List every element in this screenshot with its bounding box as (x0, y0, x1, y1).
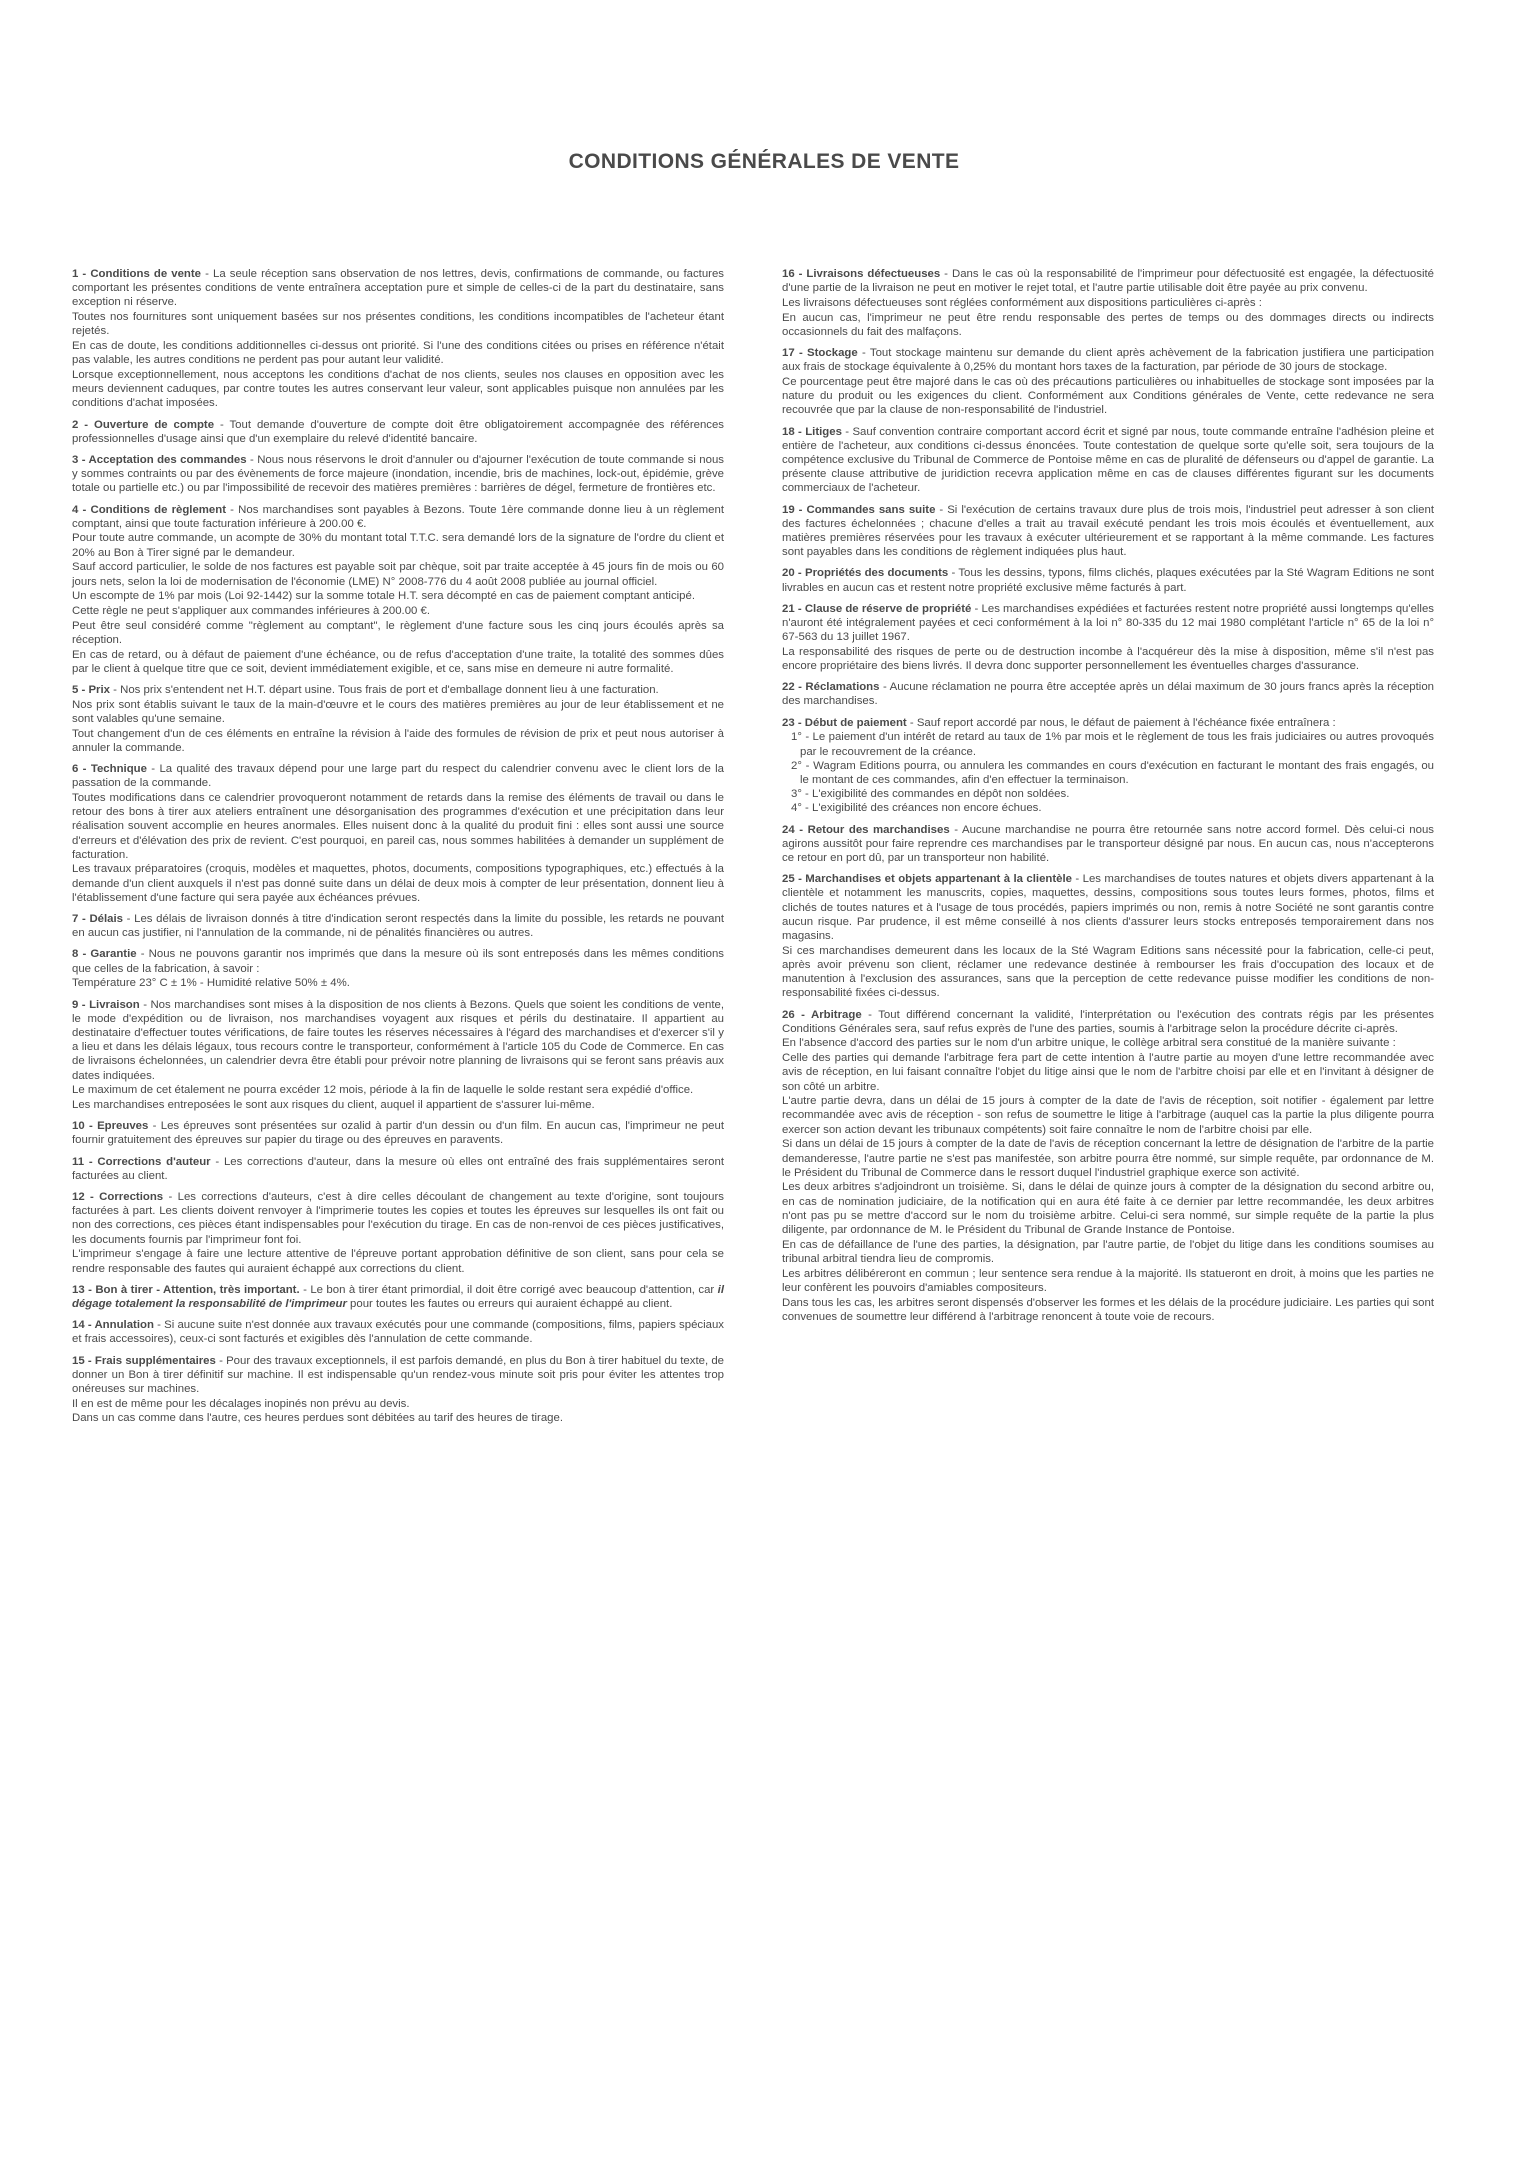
clause-text: Un escompte de 1% par mois (Loi 92-1442) sur la somme totale H.T. sera décompté en cas de paiement comptant anticipé. (72, 590, 696, 603)
clause-paragraph (782, 503, 1434, 560)
clause-paragraph (782, 716, 1434, 730)
clause-paragraph (782, 680, 1434, 708)
clause-text: - Pour des travaux exceptionnels, il est parfois demandé, en plus du Bon à tirer habituel du texte, de donner un Bon à tirer définitif sur machine. Il est indispensable qu'un rendez-vous minute soit pris pour éviter les attentes trop onéreuses sur machines. (72, 1354, 724, 1395)
clause-text: - Aucune marchandise ne pourra être retournée sans notre accord formel. Dès celui-ci nous agirons aussitôt pour faire reprendre ces marchandises par le transporteur désigné par nous. En aucun cas, nous n'accepterons ce retour en port dû, par un transporteur non habilité. (782, 823, 1434, 865)
clause-continuation (72, 1098, 724, 1112)
clause-heading: 12 - Corrections (72, 1190, 164, 1203)
clause-text: Dans tous les cas, les arbitres seront dispensés d'observer les formes et les délais de la procédure judiciaire. Les parties qui sont convenues de soumettre leur différend à l'arbitrage renoncent à toute voie de recours. (782, 1296, 1434, 1323)
clause-paragraph (72, 762, 724, 790)
clause-text: - Les épreuves sont présentées sur ozalid à partir d'un dessin ou d'un film. En aucun cas, l'imprimeur ne peut fournir gratuitement des épreuves sur papier du tirage ou des épreuves en paravents. (72, 1120, 725, 1147)
clause-text: - Tout demande d'ouverture de compte doit être obligatoirement accompagnée des références professionnelles d'usage ainsi que d'un exemplaire du relevé d'identité bancaire. (72, 418, 725, 445)
clause-paragraph (782, 267, 1434, 295)
right-column (782, 260, 1434, 1325)
clause-paragraph (72, 1318, 724, 1346)
clause-text: - Les corrections d'auteur, dans la mesure où elles ont entraîné des frais supplémentaires seront facturées au client. (72, 1155, 725, 1182)
clause-heading: 6 - Technique (72, 763, 147, 775)
clause-text: Ce pourcentage peut être majoré dans le cas où des précautions particulières ou inhabituelles de stockage sont imposées par la nature du produit ou les exigences du client. Conformément aux Conditions générales de Vente, cette redevance ne sera recouvrée que par la clause de non-responsabilité de l'industriel. (782, 375, 1434, 417)
clause-text: - Si l'exécution de certains travaux dure plus de trois mois, l'industriel peut adresser à son client des factures échelonnées ; chacune d'elles a trait au travail exécuté pendant les trois mois écoulés et éventuellement, aux matières premières réservées pour les travaux à exécuter ultérieurement et se rapportant à la même commande. Les factures sont payables dans les conditions de règlement indiquées plus haut. (782, 503, 1434, 559)
clause-text: Les marchandises entreposées le sont aux risques du client, auquel il appartient de s'assurer lui-même. (72, 1098, 595, 1111)
clause-paragraph (782, 823, 1434, 866)
clause-heading: 8 - Garantie (72, 948, 137, 961)
clause-continuation (72, 560, 724, 588)
clause-text: - Tous les dessins, typons, films clichés, plaques exécutées par la Sté Wagram Editions ne sont livrables en aucun cas et restent notre propriété exclusive même facturés à part. (782, 567, 1434, 594)
clause-text: - Nos marchandises sont payables à Bezons. Toute 1ère commande donne lieu à un règlement comptant, ainsi que toute facturation inférieure à 200.00 €. (72, 503, 724, 530)
clause-text: - La seule réception sans observation de nos lettres, devis, confirmations de commande, ou factures comportant les présentes conditions de vente entraînera acceptation pure et simple de celles-ci de la part du destinataire, sans exception ni réserve. (72, 268, 724, 309)
clause-continuation (72, 862, 724, 905)
clause-paragraph (782, 602, 1434, 645)
clause-heading: 4 - Conditions de règlement (72, 503, 227, 516)
clause-paragraph (72, 1155, 724, 1183)
clause-heading: 25 - Marchandises et objets appartenant à la clientèle (782, 873, 1073, 886)
clause-emphasis: il dégage totalement la responsabilité de l'imprimeur (72, 1283, 724, 1310)
clause-sub-item: 4° - L'exigibilité des créances non encore échues. (791, 802, 1042, 815)
clause-text: - Sauf report accordé par nous, le défaut de paiement à l'échéance fixée entraînera : (906, 716, 1336, 729)
clause-text: En cas de défaillance de l'une des parties, la désignation, par l'autre partie, de l'objet du litige dans les conditions soumises au tribunal arbitral tiendra lieu de compromis. (782, 1238, 1434, 1265)
clause-text: Dans un cas comme dans l'autre, ces heures perdues sont débitées au tarif des heures de tirage. (72, 1412, 563, 1425)
clause-continuation (72, 1411, 724, 1425)
clause-continuation (72, 604, 724, 618)
clause-text: Il en est de même pour les décalages inopinés non prévu au devis. (72, 1397, 410, 1410)
clause-heading: 5 - Prix (72, 683, 110, 696)
clause-paragraph (72, 1283, 724, 1311)
clause-text-after: pour toutes les fautes ou erreurs qui auraient échappé au client. (346, 1297, 673, 1310)
clause-text: Température 23° C ± 1% - Humidité relative 50% ± 4%. (72, 977, 350, 990)
clause-paragraph (72, 267, 724, 310)
clause-continuation (72, 976, 724, 990)
clause-text: - Les marchandises expédiées et facturées restent notre propriété aussi longtemps qu'elles n'auront été intégralement payées et ceci conformément à la loi n° 80-335 du 12 mai 1980 complétant l'article n° 65 de la loi n° 67-563 du 13 juillet 1967. (782, 602, 1434, 644)
clause-text: En aucun cas, l'imprimeur ne peut être rendu responsable des pertes de temps ou des dommages directs ou indirects occasionnels du fait des malfaçons. (782, 311, 1434, 338)
page-title: CONDITIONS GÉNÉRALES DE VENTE (568, 150, 960, 173)
clause-continuation (72, 368, 724, 411)
clause-text: - Si aucune suite n'est donnée aux travaux exécutés pour une commande (compositions, films, papiers spéciaux et frais accessoires), ceux-ci sont facturés et exigibles dès l'annulation de cette commande. (72, 1319, 725, 1346)
clause-text: Lorsque exceptionnellement, nous acceptons les conditions d'achat de nos clients, seules nos clauses en opposition avec les meurs deviennent caduques, par contre toutes les autres conservant leur valeur, sont applicables puisque non annulées par les conditions d'achat imposées. (72, 368, 724, 410)
clause-continuation (72, 339, 724, 367)
clause-text: - Nos prix s'entendent net H.T. départ usine. Tous frais de port et d'emballage donnent lieu à une facturation. (110, 683, 659, 696)
clause-heading: 3 - Acceptation des commandes (72, 453, 247, 466)
clause-continuation (72, 531, 724, 559)
clause-text: Toutes modifications dans ce calendrier provoqueront notamment de retards dans la remise des éléments de travail ou dans le retour des bons à tirer aux ateliers entraînent une désorganisation des programmes d'exécution et une précipitation dans leur réalisation souvent accomplie en heures anormales. Elles nuisent donc à la qualité du produit fini : elles sont aussi une source d'erreurs et d'élévation des prix de revient. C'est pourquoi, en pareil cas, nous sommes habilitées à demander un supplément de facturation. (72, 791, 724, 861)
clause-continuation (782, 1238, 1434, 1266)
clause-text: Les arbitres délibéreront en commun ; leur sentence sera rendue à la majorité. Ils statueront en droit, à moins que les parties ne leur confèrent les pouvoirs d'amiables compositeurs. (782, 1267, 1434, 1294)
clause-paragraph (782, 872, 1434, 943)
clause-text: - Tout stockage maintenu sur demande du client après achèvement de la fabrication justifiera une participation aux frais de stockage équivalente à 0,25% du montant hors taxes de la facturation, par période de 30 jours de stockage. (782, 347, 1434, 374)
clause-continuation (782, 1094, 1434, 1137)
clause-text: - Dans le cas où la responsabilité de l'imprimeur pour défectuosité est engagée, la défectuosité d'une partie de la livraison ne peut en motiver le rejet total, et l'autre partie utilisable doit être payée au prix convenu. (782, 268, 1434, 295)
clause-continuation (782, 1051, 1434, 1094)
clause-continuation (782, 1267, 1434, 1295)
clause-heading: 19 - Commandes sans suite (782, 503, 936, 516)
clause-heading: 1 - Conditions de vente (72, 268, 202, 280)
clause-heading: 22 - Réclamations (782, 681, 880, 694)
clause-paragraph (72, 1190, 724, 1247)
clause-continuation (782, 1180, 1434, 1237)
clause-continuation (782, 944, 1434, 1001)
clause-paragraph (72, 503, 724, 531)
clause-text: - Aucune réclamation ne pourra être acceptée après un délai maximum de 30 jours francs après la réception des marchandises. (782, 681, 1435, 708)
clause-paragraph (782, 425, 1434, 496)
two-column-body (72, 260, 1456, 1426)
clause-text: L'imprimeur s'engage à faire une lecture attentive de l'épreuve portant approbation définitive de son client, sans pour cela se rendre responsable des fautes qui auraient échappé aux corrections du client. (72, 1248, 724, 1275)
clause-heading: 13 - Bon à tirer - Attention, très important. (72, 1283, 300, 1296)
clause-text: Sauf accord particulier, le solde de nos factures est payable soit par chèque, soit par traite acceptée à 45 jours fin de mois ou 60 jours nets, selon la loi de modernisation de l'économie (LME) N° 2008-776 du 4 août 2008 publiée au journal officiel. (72, 561, 724, 588)
clause-text: - La qualité des travaux dépend pour une large part du respect du calendrier convenu avec le client lors de la passation de la commande. (72, 763, 724, 790)
clause-continuation (782, 645, 1434, 673)
clause-heading: 20 - Propriétés des documents (782, 567, 949, 580)
clause-paragraph (72, 1354, 724, 1397)
clause-paragraph (782, 566, 1434, 594)
clause-text: Celle des parties qui demande l'arbitrage fera part de cette intention à l'autre partie au moyen d'une lettre recommandée avec avis de réception, en lui faisant connaître l'objet du litige ainsi que le nom de l'arbitre choisi par elle et en l'invitant à désigner de son côté un arbitre. (782, 1052, 1434, 1093)
clause-text: - Les corrections d'auteurs, c'est à dire celles découlant de changement au texte d'origine, sont toujours facturées à part. Les clients doivent renvoyer à l'imprimerie toutes les copies et toutes les épreuves sur lesquelles ils ont fait ou non des corrections, ces pièces étant indispensables pour l'exécution du tirage. En cas de non-renvoi de ces pièces justificatives, les documents fournis par l'imprimeur font foi. (72, 1190, 724, 1246)
clause-continuation (782, 296, 1434, 310)
clause-paragraph (72, 947, 724, 975)
clause-heading: 21 - Clause de réserve de propriété (782, 602, 972, 615)
clause-text: Les livraisons défectueuses sont réglées conformément aux dispositions particulières ci-après : (782, 296, 1262, 309)
clause-heading: 2 - Ouverture de compte (72, 418, 215, 431)
clause-heading: 10 - Epreuves (72, 1120, 149, 1133)
clause-text: En l'absence d'accord des parties sur le nom d'un arbitre unique, le collège arbitral sera constitué de la manière suivante : (782, 1037, 1396, 1050)
clause-continuation (72, 648, 724, 676)
clause-sub-item: 3° - L'exigibilité des commandes en dépôt non soldées. (791, 788, 1070, 801)
clause-heading: 24 - Retour des marchandises (782, 823, 950, 836)
clause-paragraph (72, 1119, 724, 1147)
clause-heading: 16 - Livraisons défectueuses (782, 268, 941, 280)
clause-text: - Nous ne pouvons garantir nos imprimés que dans la mesure où ils sont entreposés dans les mêmes conditions que celles de la fabrication, à savoir : (72, 948, 724, 975)
clause-text: Toutes nos fournitures sont uniquement basées sur nos présentes conditions, les conditions incompatibles de l'acheteur étant rejetés. (72, 311, 724, 338)
clause-text: La responsabilité des risques de perte ou de destruction incombe à l'acquéreur dès la mise à disposition, même s'il n'est pas encore propriétaire des biens livrés. Il devra donc supporter personnellement les éventuelles charges d'assurance. (782, 645, 1434, 673)
clause-text: Peut être seul considéré comme "règlement au comptant", le règlement d'une facture sous les cinq jours écoulés après sa réception. (72, 619, 724, 646)
clause-text: Pour toute autre commande, un acompte de 30% du montant total T.T.C. sera demandé lors de la signature de l'ordre du client et 20% au Bon à Tirer signé par le demandeur. (72, 532, 724, 559)
clause-text: - Les délais de livraison donnés à titre d'indication seront respectés dans la limite du possible, les retards ne pouvant en aucun cas justifier, ni l'annulation de la commande, ni de pénalités financières ou autres. (72, 913, 724, 940)
clause-continuation (72, 310, 724, 338)
clause-continuation (782, 375, 1434, 418)
clause-text: - Tout différend concernant la validité, l'interprétation ou l'exécution des contrats régis par les présentes Conditions Générales sera, sauf refus exprès de l'une des parties, soumis à l'arbitrage selon la procédure décrite ci-après. (782, 1008, 1434, 1035)
clause-continuation (72, 589, 724, 603)
clause-text: En cas de retard, ou à défaut de paiement d'une échéance, ou de refus d'acceptation d'une traite, la totalité des sommes dûes par le client à quelque titre que ce soit, devient immédiatement exigible, et ce, sans mise en demeure ni autre formalité. (72, 648, 724, 675)
clause-continuation (782, 311, 1434, 339)
clause-text: - Nos marchandises sont mises à la disposition de nos clients à Bezons. Quels que soient les conditions de vente, le mode d'expédition ou de livraison, nos marchandises voyagent aux risques et périls du destinataire. Il appartient au destinataire d'effectuer toutes vérifications, de faire toutes les réserves nécessaires à l'égard des marchandises et d'exercer s'il y a lieu et dans les délais légaux, tous recours contre le transporteur, conformément à l'article 105 du Code de Commerce. En cas de livraisons échelonnées, un calendrier devra être établi pour prévoir notre planning de livraisons qui se feront sans préavis aux dates indiquées. (72, 998, 724, 1082)
clause-paragraph (782, 1008, 1434, 1036)
clause-sub-item: 2° - Wagram Editions pourra, ou annulera les commandes en cours d'exécution en facturant le montant des frais engagés, ou le montant de ces commandes, afin d'en effectuer la terminaison. (791, 759, 1434, 786)
clause-text: - Sauf convention contraire comportant accord écrit et signé par nous, toute commande entraîne l'adhésion pleine et entière de l'acheteur, aux conditions ci-dessus énoncées. Toute contestation de quelque sorte qu'elle soit, sera toujours de la compétence exclusive du Tribunal de Commerce de Pontoise même en cas de pluralité de défenseurs ou d'appel de garantie. La présente clause attributive de juridiction recevra application même en cas de clauses différentes figurant sur les documents commerciaux de l'acheteur. (782, 425, 1434, 495)
clause-paragraph (72, 418, 724, 446)
clause-heading: 17 - Stockage (782, 347, 858, 360)
clause-text: - Nous nous réservons le droit d'annuler ou d'ajourner l'exécution de toute commande si nous y sommes contraints ou par des évènements de force majeure (inondation, incendie, bris de machines, lock-out, épidémie, grève totale ou partielle etc.) ou par l'impossibilité de recevoir des matières premières : barrières de dégel, fermeture de frontières etc. (72, 453, 724, 495)
clause-text: Tout changement d'un de ces éléments en entraîne la révision à l'aide des formules de révision de prix et peut nous autoriser à annuler la commande. (72, 727, 724, 754)
clause-continuation (782, 1296, 1434, 1324)
clause-heading: 14 - Annulation (72, 1319, 154, 1332)
clause-paragraph (72, 683, 724, 697)
clause-paragraph (72, 912, 724, 940)
clause-continuation (72, 619, 724, 647)
clause-paragraph (72, 998, 724, 1083)
clause-continuation (782, 1036, 1434, 1050)
left-column (72, 260, 724, 1426)
clause-text: - Les marchandises de toutes natures et objets divers appartenant à la clientèle et notamment les manuscrits, copies, maquettes, dessins, compositions sous toutes leurs formes, photos, films et clichés de toutes natures et à l'usage de tous procédés, papiers imprimés ou non, remis à notre Société ne sont garantis contre aucun risque. Par prudence, il est même conseillé à nos clients d'assurer leurs stocks entreposés temporairement dans nos magasins. (782, 873, 1434, 943)
clause-continuation (72, 1247, 724, 1275)
clause-heading: 18 - Litiges (782, 425, 842, 438)
clause-paragraph (782, 346, 1434, 374)
clause-heading: 11 - Corrections d'auteur (72, 1155, 211, 1168)
clause-continuation (72, 791, 724, 862)
clause-heading: 26 - Arbitrage (782, 1008, 862, 1021)
clause-continuation (72, 727, 724, 755)
clause-continuation (782, 1137, 1434, 1180)
clause-text: Cette règle ne peut s'appliquer aux commandes inférieures à 200.00 €. (72, 604, 431, 617)
clause-continuation (72, 698, 724, 726)
clause-heading: 9 - Livraison (72, 998, 140, 1011)
clause-heading: 23 - Début de paiement (782, 716, 907, 729)
clause-continuation (72, 1397, 724, 1411)
clause-text: Si ces marchandises demeurent dans les locaux de la Sté Wagram Editions sans nécessité pour la fabrication, celle-ci peut, après avoir prévenu son client, réclamer une redevance destinée à rembourser les frais d'occupation des locaux et de manutention à l'exclusion des assurances, sans que la perception de cette redevance puisse modifier les conditions de non-responsabilité fixées ci-dessus. (782, 944, 1434, 1000)
clause-text: Les deux arbitres s'adjoindront un troisième. Si, dans le délai de quinze jours à compter de la désignation du second arbitre ou, en cas de nomination judiciaire, de la notification qui en aura été faite à ce dernier par lettre recommandée, les deux arbitres n'ont pas pu se mettre d'accord sur le nom du troisième arbitre. Celui-ci sera nommé, sur simple requête de la partie la plus diligente, par ordonnance de M. le Président du Tribunal de Grande Instance de Pontoise. (782, 1181, 1434, 1237)
clause-text: L'autre partie devra, dans un délai de 15 jours à compter de la date de l'avis de réception, soit notifier - également par lettre recommandée avec avis de réception - son refus de soumettre le litige à l'arbitrage (auquel cas la partie la plus diligente pourra exercer son action devant les tribunaux compétents) soit faire connaître le nom de l'arbitre choisi par elle. (782, 1095, 1434, 1136)
clause-continuation (72, 1083, 724, 1097)
clause-text: En cas de doute, les conditions additionnelles ci-dessus ont priorité. Si l'une des conditions citées ou prises en référence n'était pas valable, les autres conditions ne perdent pas pour autant leur validité. (72, 340, 724, 367)
clause-text: Si dans un délai de 15 jours à compter de la date de l'avis de réception concernant la lettre de désignation de l'arbitre de la partie demanderesse, l'autre partie ne s'est pas manifestée, son arbitre pourra être nommé, sur simple requête, par ordonnance de M. le Président du Tribunal de Commerce dans le ressort duquel l'industriel graphique exerce son activité. (782, 1138, 1434, 1179)
clause-heading: 15 - Frais supplémentaires (72, 1354, 216, 1367)
clause-text: - Le bon à tirer étant primordial, il doit être corrigé avec beaucoup d'attention, car (299, 1283, 718, 1296)
clause-paragraph (72, 453, 724, 496)
clause-text: Nos prix sont établis suivant le taux de la main-d'œuvre et le cours des matières premières au jour de leur établissement et ne sont valables qu'une semaine. (72, 698, 724, 725)
clause-text: Les travaux préparatoires (croquis, modèles et maquettes, photos, documents, compositions typographiques, etc.) effectués à la demande d'un client auxquels il n'est pas donné suite dans un délai de deux mois à compter de leur présentation, donnent lieu à l'établissement d'une facture qui sera payée aux échéances prévues. (72, 863, 724, 904)
clause-heading: 7 - Délais (72, 913, 124, 926)
clause-text: Le maximum de cet étalement ne pourra excéder 12 mois, période à la fin de laquelle le solde restant sera expédié d'office. (72, 1084, 694, 1097)
clause-sub-item: 1° - Le paiement d'un intérêt de retard au taux de 1% par mois et le règlement de tous les frais judiciaires ou autres provoqués par le recouvrement de la créance. (791, 731, 1434, 758)
